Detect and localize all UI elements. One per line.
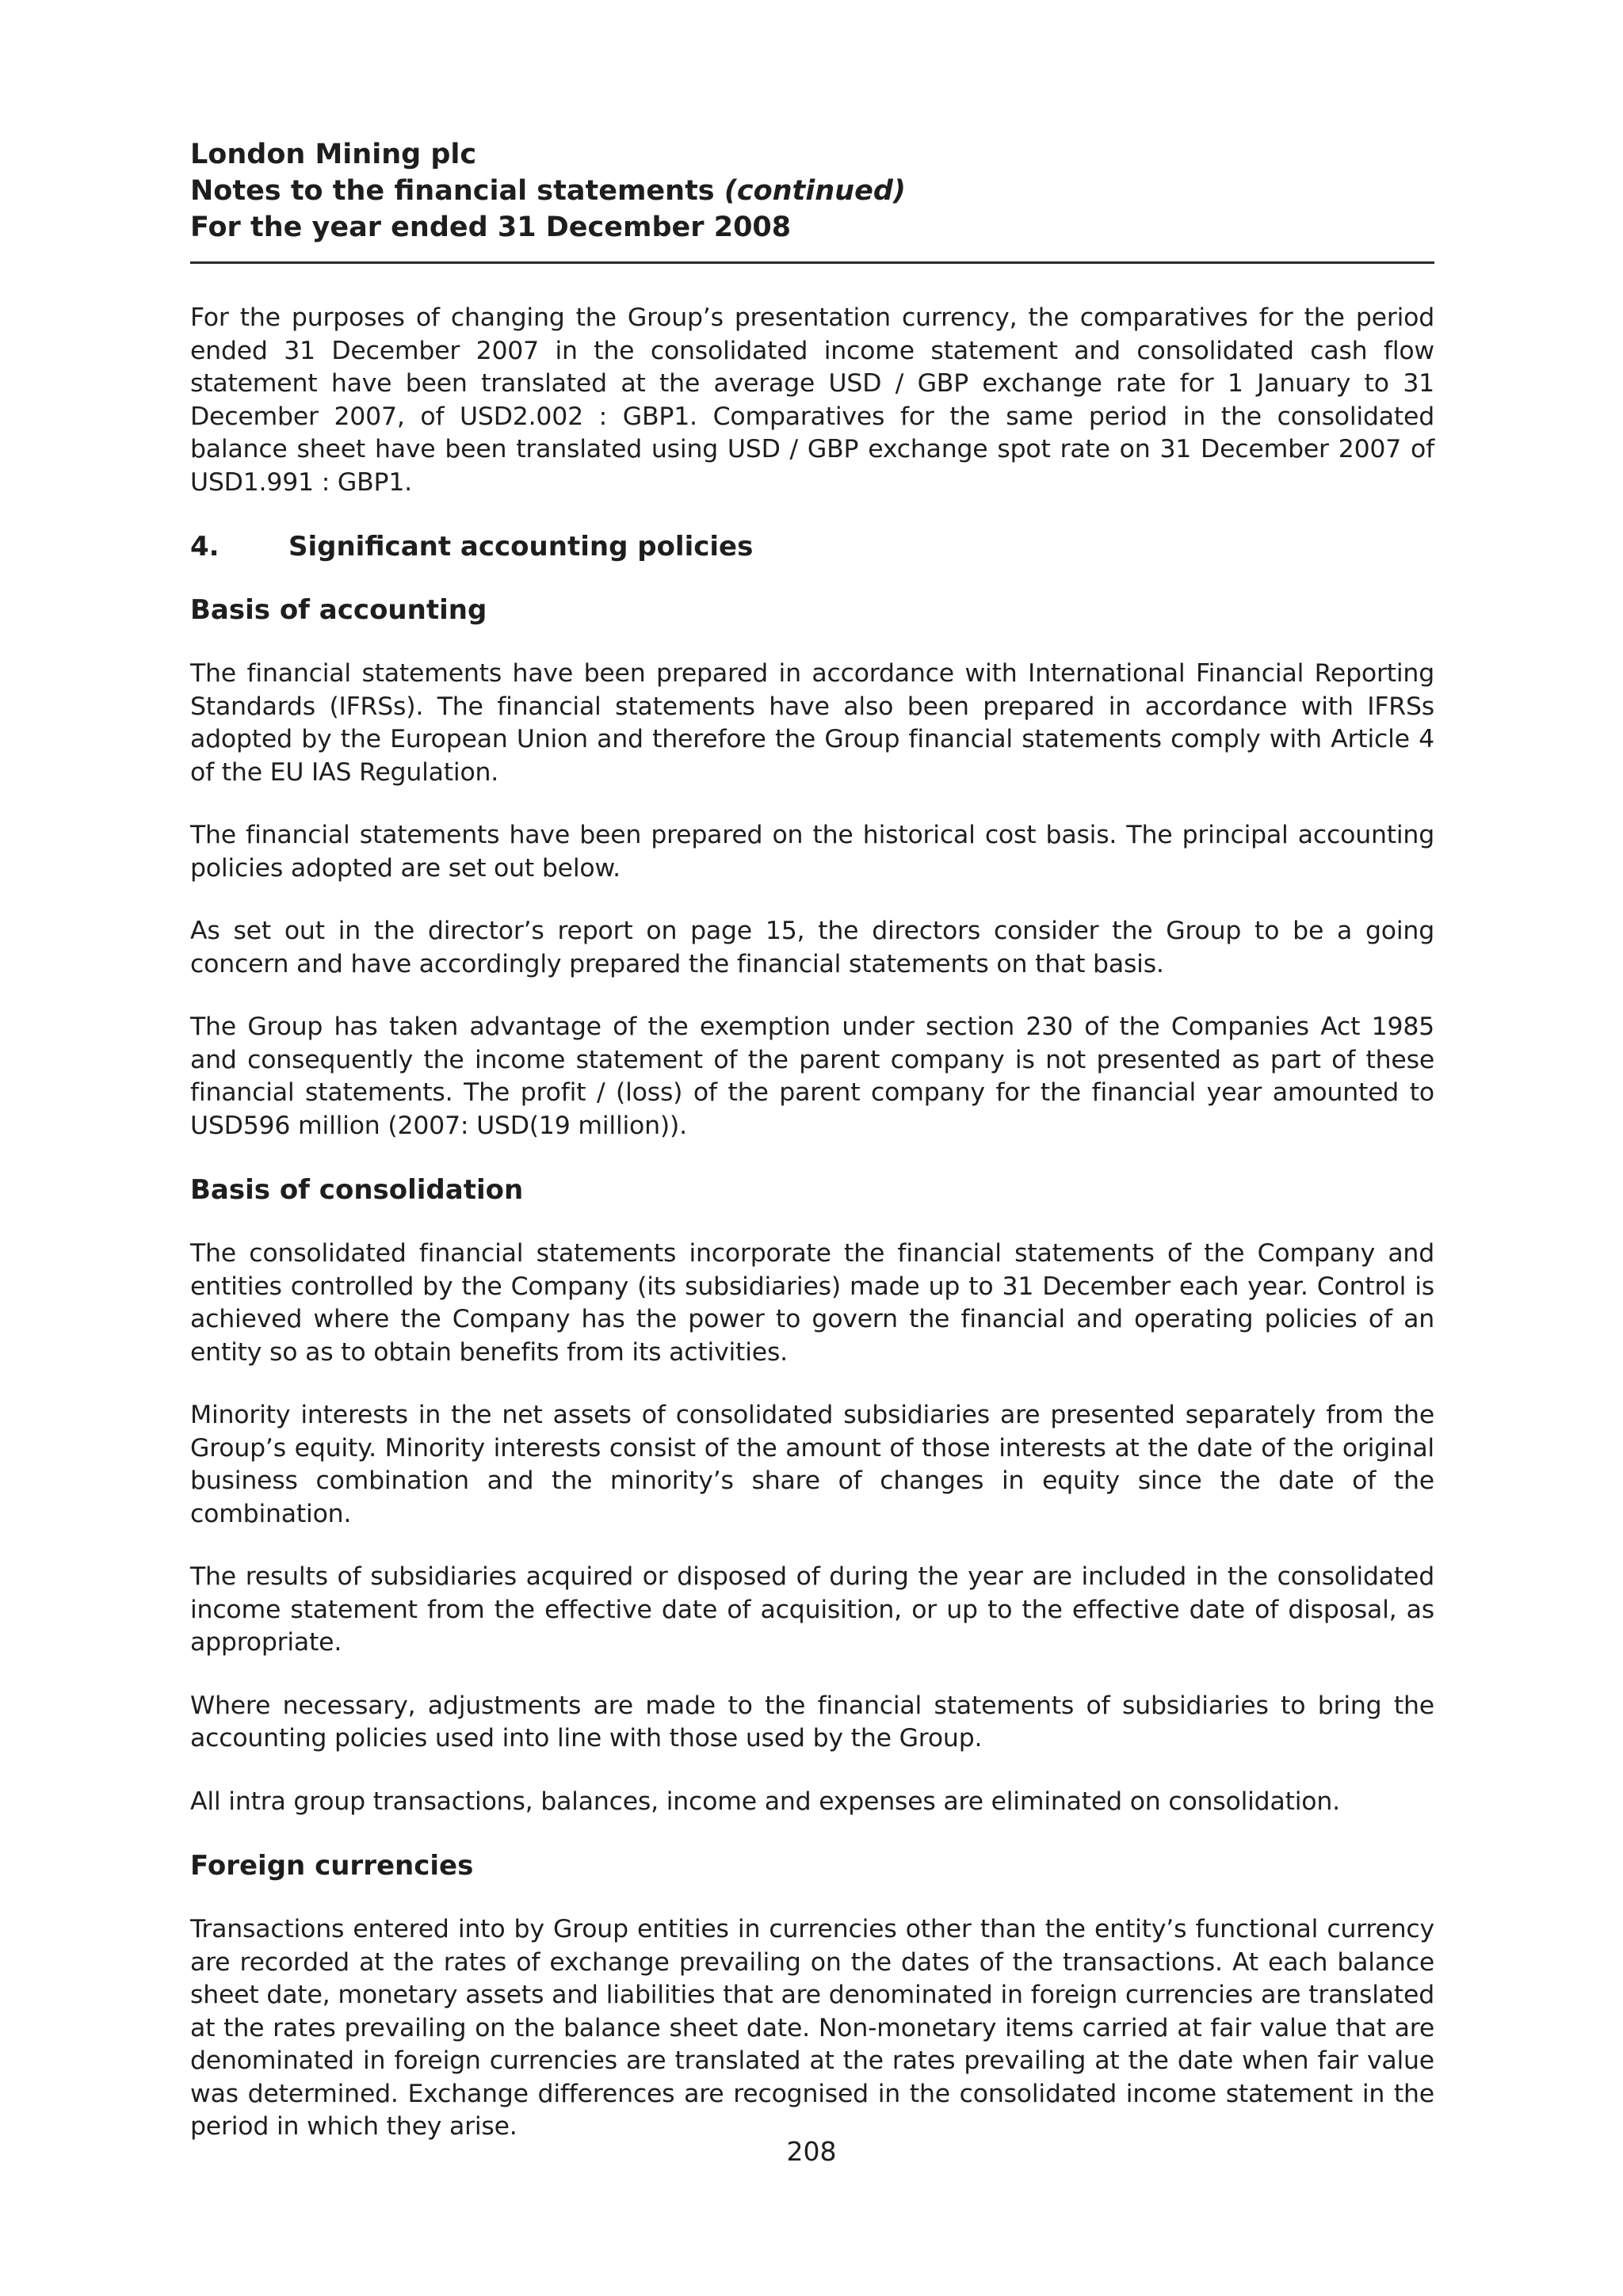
section-title: Significant accounting policies <box>288 531 754 563</box>
basis-of-accounting-paragraph: The financial statements have been prepared in accordance with International Financial Reporting Standards (IFRSs). The financial statements have also been prepared in accordance with IFRSs adopted by the European Union and therefore the Group financial statements comply with Article 4 of the EU IAS Regulation. <box>190 659 1434 787</box>
section-heading <box>190 529 1434 564</box>
basis-of-accounting-paragraph: The Group has taken advantage of the exemption under section 230 of the Companies Act 1985 and consequently the income statement of the parent company is not presented as part of these financial statements. The profit / (loss) of the parent company for the financial year amounted to USD596 million (2007: USD(19 million)). <box>190 1013 1434 1140</box>
foreign-currencies-paragraph: Transactions entered into by Group entities in currencies other than the entity’s functional currency are recorded at the rates of exchange prevailing on the dates of the transactions. At each balance sheet date, monetary assets and liabilities that are denominated in foreign currencies are translated at the rates prevailing on the balance sheet date. Non-monetary items carried at fair value that are denominated in foreign currencies are translated at the rates prevailing at the date when fair value was determined. Exchange differences are recognised in the consolidated income statement in the period in which they arise. <box>190 1915 1434 2141</box>
notes-continued: (continued) <box>724 175 906 207</box>
period-line: For the year ended 31 December 2008 <box>190 212 792 243</box>
basis-of-consolidation-heading: Basis of consolidation <box>190 1174 524 1206</box>
page-number: 208 <box>786 2136 837 2167</box>
foreign-currencies-heading: Foreign currencies <box>190 1850 474 1882</box>
document-page <box>190 136 1434 2174</box>
page-header <box>190 136 1434 246</box>
basis-of-accounting-paragraph: As set out in the director’s report on page 15, the directors consider the Group to be a going concern and have accordingly prepared the financial statements on that basis. <box>190 917 1434 978</box>
basis-of-accounting-paragraph: The financial statements have been prepared on the historical cost basis. The principal accounting policies adopted are set out below. <box>190 821 1434 883</box>
company-name: London Mining plc <box>190 139 477 170</box>
basis-of-accounting-heading: Basis of accounting <box>190 594 487 626</box>
notes-title-line <box>190 173 1434 209</box>
basis-of-consolidation-paragraph: All intra group transactions, balances, income and expenses are eliminated on consolidation. <box>190 1787 1340 1816</box>
basis-of-consolidation-paragraph: The consolidated financial statements incorporate the financial statements of the Company and entities controlled by the Company (its subsidiaries) made up to 31 December each year. Control is achieved where the Company has the power to govern the financial and operating policies of an entity so as to obtain benefits from its activities. <box>190 1239 1434 1367</box>
basis-of-consolidation-paragraph: Minority interests in the net assets of consolidated subsidiaries are presented separately from the Group’s equity. Minority interests consist of the amount of those interests at the date of the original business combination and the minority’s share of changes in equity since the date of the combination. <box>190 1401 1434 1528</box>
basis-of-consolidation-paragraph: Where necessary, adjustments are made to the financial statements of subsidiaries to bring the accounting policies used into line with those used by the Group. <box>190 1691 1434 1753</box>
header-divider <box>190 261 1434 264</box>
basis-of-consolidation-paragraph: The results of subsidiaries acquired or disposed of during the year are included in the consolidated income statement from the effective date of acquisition, or up to the effective date of disposal, as appropriate. <box>190 1562 1434 1657</box>
intro-paragraph: For the purposes of changing the Group’s presentation currency, the comparatives for the period ended 31 December 2007 in the consolidated income statement and consolidated cash flow statement have been translated at the average USD / GBP exchange rate for 1 January to 31 December 2007, of USD2.002 : GBP1. Comparatives for the same period in the consolidated balance sheet have been translated using USD / GBP exchange spot rate on 31 December 2007 of USD1.991 : GBP1. <box>190 303 1434 497</box>
section-number: 4. <box>190 531 220 563</box>
notes-title: Notes to the financial statements <box>190 175 715 207</box>
